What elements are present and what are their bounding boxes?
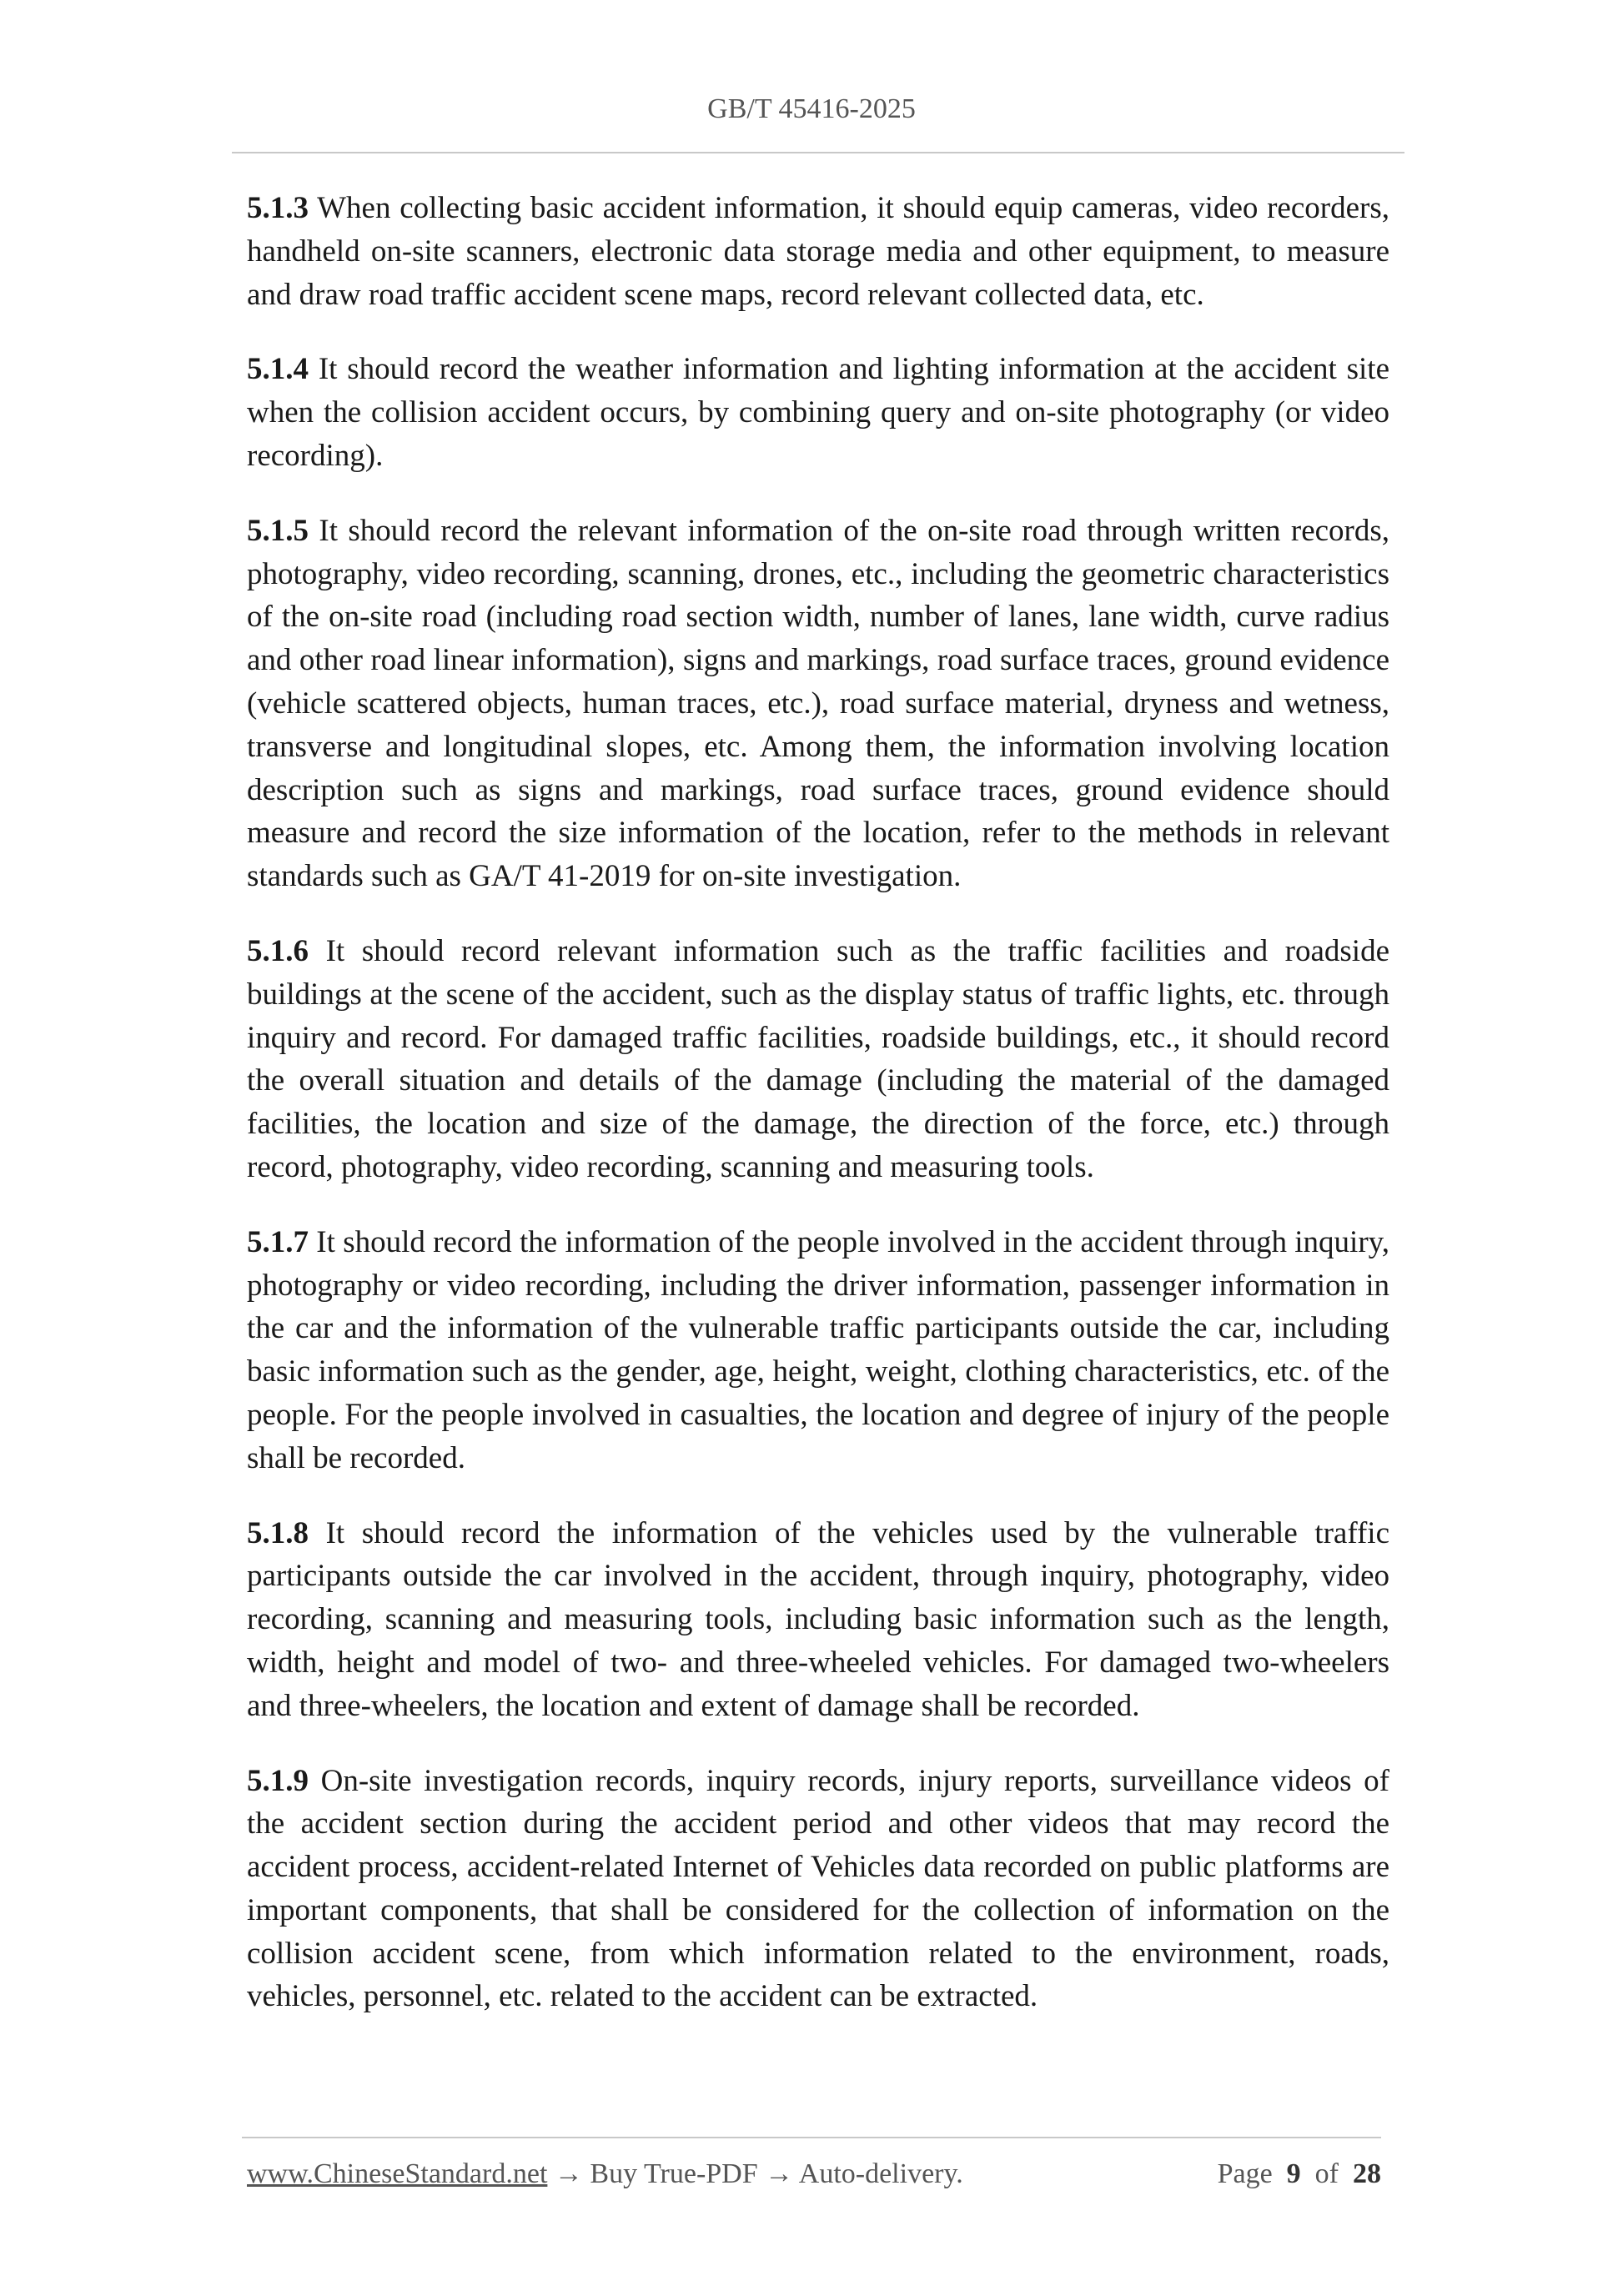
clause-number: 5.1.4 (247, 352, 309, 387)
arrow-right-icon: → (554, 2158, 583, 2189)
clause-text: It should record the weather information and lighting information at the accident site when the collision accident occurs, by combining query and on-site photography (or video recording). (247, 352, 1389, 473)
clause-5-1-5 (247, 510, 1389, 898)
document-body (247, 187, 1389, 2050)
clause-text: It should record the relevant information of the on-site road through written records, photography, video recording, scanning, drones, etc., including the geometric characteristics of the on-site road (including road section width, number of lanes, lane width, curve radius and other road linear information), signs and markings, road surface traces, ground evidence (vehicle scattered objects, human traces, etc.), road surface material, dryness and wetness, transverse and longitudinal slopes, etc. Among them, the information involving location description such as signs and markings, road surface traces, ground evidence should measure and record the size information of the location, refer to the methods in relevant standards such as GA/T 41-2019 for on-site investigation. (247, 513, 1390, 894)
document-header: GB/T 45416-2025 (707, 93, 916, 124)
clause-text: It should record the information of the people involved in the accident through inquiry, photography or video recording, including the driver information, passenger information in the car and the information of the vulnerable traffic participants outside the car, including basic information such as the gender, age, height, weight, clothing characteristics, etc. of the people. For the people involved in casualties, the location and degree of injury of the people shall be recorded. (247, 1224, 1389, 1475)
clause-text: When collecting basic accident information, it should equip cameras, video recorders, handheld on-site scanners, electronic data storage media and other equipment, to measure and draw road traffic accident scene maps, record relevant collected data, etc. (247, 191, 1389, 312)
clause-text: It should record relevant information such as the traffic facilities and roadside buildings at the scene of the accident, such as the display status of traffic lights, etc. through inquiry and record. For damaged traffic facilities, roadside buildings, etc., it should record the overall situation and details of the damage (including the material of the damaged facilities, the location and size of the damage, the direction of the force, etc.) through record, photography, video recording, scanning and measuring tools. (247, 933, 1390, 1184)
clause-5-1-7 (247, 1221, 1389, 1480)
clause-number: 5.1.6 (247, 933, 309, 968)
header-divider (232, 152, 1404, 153)
auto-delivery-text: Auto-delivery. (798, 2158, 963, 2189)
clause-5-1-8 (247, 1512, 1389, 1728)
buy-pdf-text: Buy True-PDF (590, 2158, 758, 2189)
footer-divider (242, 2137, 1381, 2138)
clause-number: 5.1.9 (247, 1763, 309, 1798)
clause-5-1-9 (247, 1760, 1389, 2019)
page-indicator (1218, 2158, 1381, 2190)
clause-5-1-3 (247, 187, 1389, 316)
clause-5-1-6 (247, 930, 1389, 1189)
page-label: Page (1217, 2158, 1273, 2189)
footer-promo (247, 2158, 963, 2190)
clause-number: 5.1.7 (247, 1224, 309, 1259)
site-link[interactable]: www.ChineseStandard.net (247, 2158, 548, 2189)
clause-text: On-site investigation records, inquiry records, injury reports, surveillance videos of the accident section during the accident period and other videos that may record the accident process, accident-related Internet of Vehicles data recorded on public platforms are important components, that shall be considered for the collection of information on the collision accident scene, from which information related to the environment, roads, vehicles, personnel, etc. related to the accident can be extracted. (247, 1763, 1390, 2014)
arrow-right-icon: → (765, 2158, 794, 2189)
clause-number: 5.1.3 (247, 191, 309, 225)
clause-number: 5.1.5 (247, 513, 309, 548)
of-label: of (1314, 2158, 1339, 2189)
page-number: 9 (1286, 2158, 1301, 2189)
clause-number: 5.1.8 (247, 1515, 309, 1550)
total-pages: 28 (1353, 2158, 1381, 2189)
clause-text: It should record the information of the vehicles used by the vulnerable traffic participants outside the car involved in the accident, through inquiry, photography, video recording, scanning and measuring tools, including basic information such as the length, width, height and model of two- and three-wheeled vehicles. For damaged two-wheelers and three-wheelers, the location and extent of damage shall be recorded. (247, 1515, 1389, 1723)
clause-5-1-4 (247, 348, 1389, 477)
